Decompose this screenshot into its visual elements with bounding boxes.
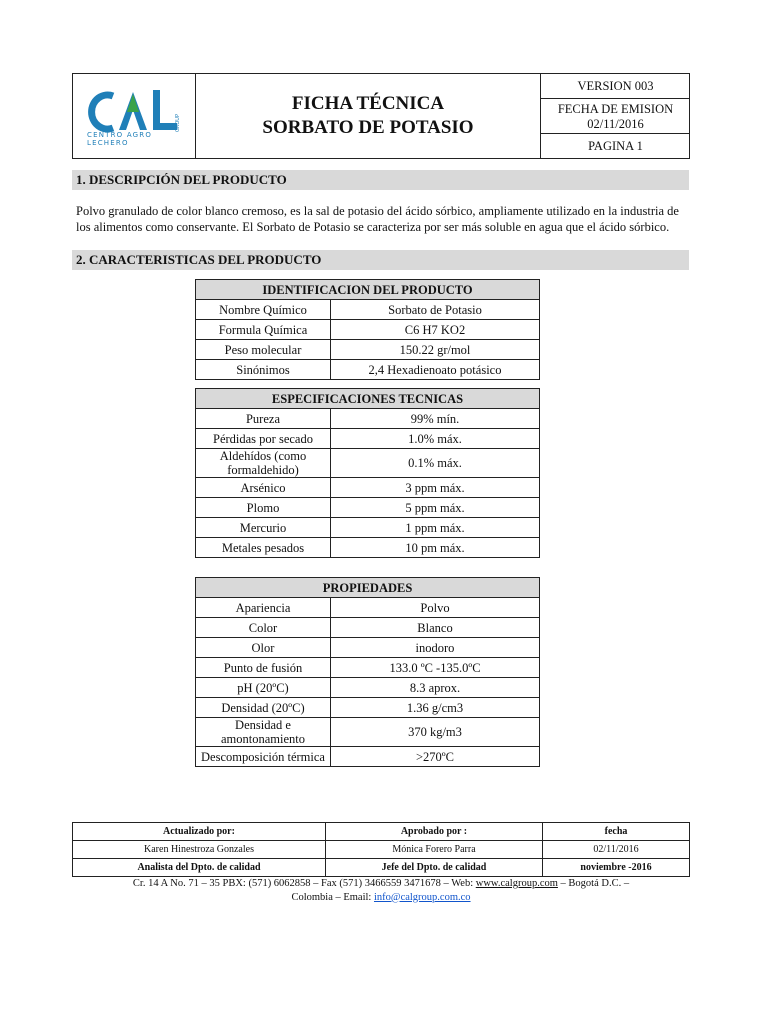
specifications-table-title: ESPECIFICACIONES TECNICAS [196, 389, 540, 409]
table-row [196, 598, 540, 618]
footer-web-link[interactable]: www.calgroup.com [475, 878, 558, 889]
property-name: Aldehídos (como formaldehido) [196, 449, 331, 478]
table-row [196, 360, 540, 380]
company-logo [73, 74, 196, 158]
property-name: Color [196, 618, 331, 638]
property-value: 0.1% máx. [331, 449, 540, 478]
table-row [196, 618, 540, 638]
property-value: inodoro [331, 638, 540, 658]
property-name: Pérdidas por secado [196, 429, 331, 449]
property-value: 1.36 g/cm3 [331, 698, 540, 718]
table-row [196, 320, 540, 340]
table-row [196, 638, 540, 658]
table-row [196, 678, 540, 698]
property-name: Metales pesados [196, 538, 331, 558]
property-value: C6 H7 KO2 [331, 320, 540, 340]
property-name: Descomposición térmica [196, 747, 331, 767]
property-value: Blanco [331, 618, 540, 638]
doc-meta [540, 74, 690, 158]
footer-country: Colombia – Email: [291, 891, 374, 903]
identification-table-title: IDENTIFICACION DEL PRODUCTO [196, 280, 540, 300]
property-value: Polvo [331, 598, 540, 618]
property-value: 1.0% máx. [331, 429, 540, 449]
property-value: 5 ppm máx. [331, 498, 540, 518]
updated-by-header: Actualizado por: [73, 823, 326, 841]
property-name: Olor [196, 638, 331, 658]
page-number: PAGINA 1 [588, 139, 643, 153]
doc-subtitle: SORBATO DE POTASIO [262, 117, 474, 138]
properties-table-title: PROPIEDADES [196, 578, 540, 598]
table-row [196, 498, 540, 518]
property-name: Plomo [196, 498, 331, 518]
property-value: 2,4 Hexadienoato potásico [331, 360, 540, 380]
updated-by-role: Analista del Dpto. de calidad [73, 859, 326, 877]
specifications-table [195, 388, 540, 558]
doc-title: FICHA TÉCNICA [291, 93, 445, 114]
emission-date-label: FECHA DE EMISION [557, 102, 674, 116]
section-1-title: 1. DESCRIPCIÓN DEL PRODUCTO [72, 170, 689, 190]
property-value: 10 pm máx. [331, 538, 540, 558]
property-value: >270ºC [331, 747, 540, 767]
footer-email-link[interactable]: info@calgroup.com.co [373, 891, 471, 903]
approval-month: noviembre -2016 [543, 859, 690, 877]
property-name: Formula Química [196, 320, 331, 340]
logo-subtitle: CENTRO AGRO LECHERO [87, 131, 153, 147]
section-2-title: 2. CARACTERISTICAS DEL PRODUCTO [72, 250, 689, 270]
logo-group-text: GROUP [175, 114, 181, 132]
product-description: Polvo granulado de color blanco cremoso, es la sal de potasio del ácido sórbico, ampliamente utilizado en la industria de los alimentos como conservante. El Sorbato de Potasio se caracteriza por ser más soluble en agua que el ácido sórbico. [76, 204, 679, 234]
table-row [196, 538, 540, 558]
property-name: Densidad e amontonamiento [196, 718, 331, 747]
table-row [196, 478, 540, 498]
document-header [72, 73, 690, 159]
property-name: Peso molecular [196, 340, 331, 360]
property-name: Nombre Químico [196, 300, 331, 320]
property-name: pH (20ºC) [196, 678, 331, 698]
table-row [196, 658, 540, 678]
table-row [196, 698, 540, 718]
footer-city: – Bogotá D.C. – [557, 878, 630, 889]
property-value: 3 ppm máx. [331, 478, 540, 498]
date-header: fecha [543, 823, 690, 841]
approved-by-header: Aprobado por : [326, 823, 543, 841]
property-name: Sinónimos [196, 360, 331, 380]
property-name: Punto de fusión [196, 658, 331, 678]
approved-by-name: Mónica Forero Parra [326, 841, 543, 859]
property-value: 133.0 ºC -135.0ºC [331, 658, 540, 678]
emission-date [541, 99, 690, 134]
property-value: 1 ppm máx. [331, 518, 540, 538]
version-label: VERSION 003 [541, 74, 690, 99]
property-name: Mercurio [196, 518, 331, 538]
page-footer [72, 877, 690, 904]
table-row [196, 429, 540, 449]
table-row [196, 449, 540, 478]
table-row [196, 409, 540, 429]
emission-date-value: 02/11/2016 [587, 117, 644, 131]
identification-table [195, 279, 540, 380]
title-block [196, 74, 540, 158]
updated-by-name: Karen Hinestroza Gonzales [73, 841, 326, 859]
property-name: Apariencia [196, 598, 331, 618]
property-value: 150.22 gr/mol [331, 340, 540, 360]
property-name: Pureza [196, 409, 331, 429]
table-row [196, 518, 540, 538]
table-row [196, 300, 540, 320]
property-value: 99% mín. [331, 409, 540, 429]
property-value: Sorbato de Potasio [331, 300, 540, 320]
property-value: 370 kg/m3 [331, 718, 540, 747]
table-row [196, 718, 540, 747]
footer-address: Cr. 14 A No. 71 – 35 PBX: (571) 6062858 – Fax (571) 3466559 3471678 – Web: [132, 878, 476, 889]
approval-date: 02/11/2016 [543, 841, 690, 859]
properties-table [195, 577, 540, 767]
table-row [196, 340, 540, 360]
property-name: Densidad (20ºC) [196, 698, 331, 718]
approvals-table [72, 822, 690, 877]
approved-by-role: Jefe del Dpto. de calidad [326, 859, 543, 877]
property-value: 8.3 aprox. [331, 678, 540, 698]
property-name: Arsénico [196, 478, 331, 498]
table-row [196, 747, 540, 767]
